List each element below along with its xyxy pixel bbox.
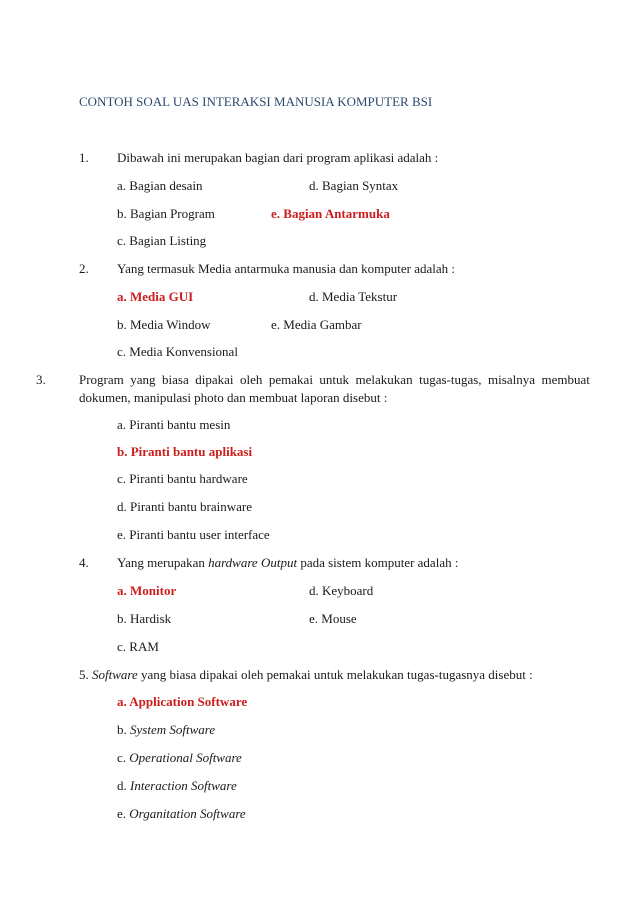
q5-option-b: b. System Software [117, 722, 216, 737]
q4-option-e: e. Mouse [309, 611, 357, 626]
q1-number: 1. [79, 150, 89, 165]
q3-option-c: c. Piranti bantu hardware [117, 471, 248, 486]
q1-option-b: b. Bagian Program [117, 206, 215, 221]
q1-option-e-answer: e. Bagian Antarmuka [271, 206, 390, 221]
q5-option-c: c. Operational Software [117, 750, 242, 765]
q2-text: Yang termasuk Media antarmuka manusia dan komputer adalah : [117, 261, 456, 276]
q4-option-a-answer: a. Monitor [117, 583, 177, 598]
q2-option-b: b. Media Window [117, 317, 211, 332]
q2-option-c: c. Media Konvensional [117, 344, 238, 359]
q5-number: 5. [79, 667, 92, 682]
q5-option-a-answer: a. Application Software [117, 694, 248, 709]
q4-number: 4. [79, 555, 89, 570]
q4-text-italic: hardware Output [208, 555, 298, 570]
q3-number: 3. [36, 372, 46, 387]
q5-text-italic: Software [92, 667, 138, 682]
q1-option-a: a. Bagian desain [117, 178, 203, 193]
q1-text: Dibawah ini merupakan bagian dari program aplikasi adalah : [117, 150, 439, 165]
q2-number: 2. [79, 261, 89, 276]
q3-text-line2: dokumen, manipulasi photo dan membuat laporan disebut : [79, 390, 388, 405]
q5-text: 5. Software yang biasa dipakai oleh pemakai untuk melakukan tugas-tugasnya disebut : [79, 667, 533, 682]
q4-text: Yang merupakan hardware Output pada sistem komputer adalah : [117, 555, 459, 570]
q4-option-c: c. RAM [117, 639, 159, 654]
q2-option-a-answer: a. Media GUI [117, 289, 194, 304]
q3-option-d: d. Piranti bantu brainware [117, 499, 253, 514]
q2-option-e: e. Media Gambar [271, 317, 362, 332]
q3-option-a: a. Piranti bantu mesin [117, 417, 231, 432]
q2-option-d: d. Media Tekstur [309, 289, 398, 304]
page-title: CONTOH SOAL UAS INTERAKSI MANUSIA KOMPUTER BSI [79, 94, 433, 109]
q1-option-c: c. Bagian Listing [117, 233, 207, 248]
q3-text-line1: Program yang biasa dipakai oleh pemakai untuk melakukan tugas-tugas, misalnya membuat [79, 372, 590, 387]
q5-option-e: e. Organitation Software [117, 806, 246, 821]
q4-option-b: b. Hardisk [117, 611, 172, 626]
q3-option-b-answer: b. Piranti bantu aplikasi [117, 444, 253, 459]
q5-option-d: d. Interaction Software [117, 778, 237, 793]
q3-option-e: e. Piranti bantu user interface [117, 527, 270, 542]
q1-option-d: d. Bagian Syntax [309, 178, 399, 193]
q4-option-d: d. Keyboard [309, 583, 374, 598]
